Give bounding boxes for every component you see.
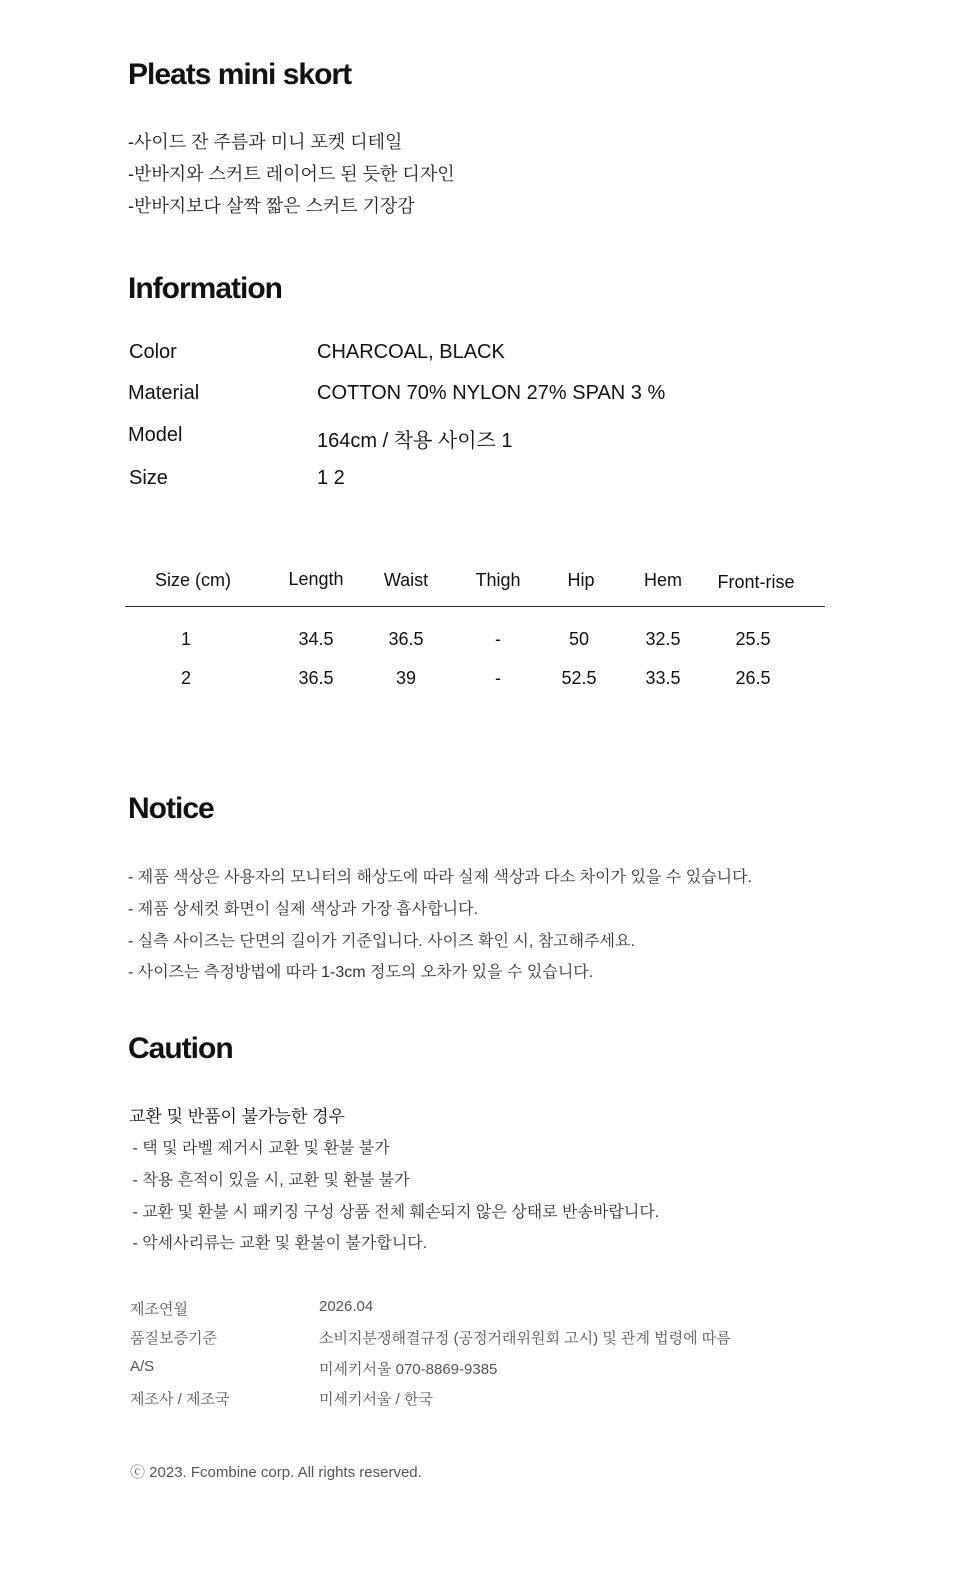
caution-subtitle: 교환 및 반품이 불가능한 경우 <box>129 1107 345 1126</box>
caution-item: - 악세사리류는 교환 및 환불이 불가합니다. <box>128 1235 428 1252</box>
meta-value: 미세키서울 070-8869-9385 <box>319 1361 498 1378</box>
size-table-header: Length <box>288 569 344 589</box>
notice-item: - 제품 상세컷 화면이 실제 색상과 가장 흡사합니다. <box>128 901 479 918</box>
size-table-header: Hip <box>567 570 595 590</box>
caution-item: - 착용 흔적이 있을 시, 교환 및 환불 불가 <box>128 1172 410 1189</box>
notice-item: - 실측 사이즈는 단면의 길이가 기준입니다. 사이즈 확인 시, 참고해주세요. <box>128 933 635 950</box>
info-value-size: 1 2 <box>317 467 345 489</box>
notice-heading: Notice <box>128 792 214 825</box>
size-table-header: Front-rise <box>717 572 795 592</box>
table-cell: 39 <box>395 668 417 688</box>
size-table-header: Thigh <box>475 570 521 590</box>
info-label-model: Model <box>128 424 183 446</box>
table-cell: 1 <box>180 629 191 649</box>
table-cell: 52.5 <box>561 668 597 688</box>
info-label-material: Material <box>128 382 200 404</box>
caution-item: - 택 및 라벨 제거시 교환 및 환불 불가 <box>128 1140 390 1157</box>
caution-heading: Caution <box>128 1032 233 1065</box>
table-cell: 33.5 <box>645 668 681 688</box>
table-cell: 32.5 <box>645 629 681 649</box>
table-cell: 50 <box>568 629 590 649</box>
copyright: ⓒ 2023. Fcombine corp. All rights reserved. <box>130 1464 422 1481</box>
meta-label: 제조사 / 제조국 <box>130 1391 230 1408</box>
info-label-size: Size <box>129 467 168 489</box>
product-title: Pleats mini skort <box>128 58 352 91</box>
meta-label: 제조연월 <box>130 1301 188 1318</box>
size-table-divider <box>125 606 825 607</box>
table-cell: 25.5 <box>735 629 771 649</box>
table-cell: 34.5 <box>298 629 334 649</box>
meta-label: 품질보증기준 <box>130 1330 217 1347</box>
notice-item: - 사이즈는 측정방법에 따라 1-3cm 정도의 오차가 있을 수 있습니다. <box>128 964 594 981</box>
meta-value: 2026.04 <box>319 1298 374 1315</box>
table-cell: 26.5 <box>735 668 771 688</box>
size-table-header: Waist <box>383 570 429 590</box>
feature-item: -반바지보다 살짝 짧은 스커트 기장감 <box>128 196 415 216</box>
caution-item: - 교환 및 환불 시 패키징 구성 상품 전체 훼손되지 않은 상태로 반송바랍니다. <box>128 1204 660 1221</box>
table-cell: 36.5 <box>388 629 424 649</box>
table-cell: 2 <box>180 668 191 688</box>
feature-item: -반바지와 스커트 레이어드 된 듯한 디자인 <box>128 164 455 184</box>
meta-value: 소비지분쟁해결규정 (공정거래위원회 고시) 및 관계 법령에 따름 <box>319 1330 731 1347</box>
size-table-header: Size (cm) <box>155 570 231 590</box>
table-cell: - <box>495 668 501 688</box>
info-label-color: Color <box>129 341 177 363</box>
info-value-color: CHARCOAL, BLACK <box>317 341 505 363</box>
info-value-material: COTTON 70% NYLON 27% SPAN 3 % <box>317 382 666 404</box>
meta-value: 미세키서울 / 한국 <box>319 1391 433 1408</box>
feature-item: -사이드 잔 주름과 미니 포켓 디테일 <box>128 132 403 152</box>
table-cell: 36.5 <box>298 668 334 688</box>
table-cell: - <box>495 629 501 649</box>
notice-item: - 제품 색상은 사용자의 모니터의 해상도에 따라 실제 색상과 다소 차이가 있을 수 있습니다. <box>128 869 752 886</box>
info-value-model: 164cm / 착용 사이즈 1 <box>317 430 513 452</box>
size-table-header: Hem <box>643 570 682 590</box>
information-heading: Information <box>128 272 282 305</box>
meta-label: A/S <box>130 1358 155 1375</box>
